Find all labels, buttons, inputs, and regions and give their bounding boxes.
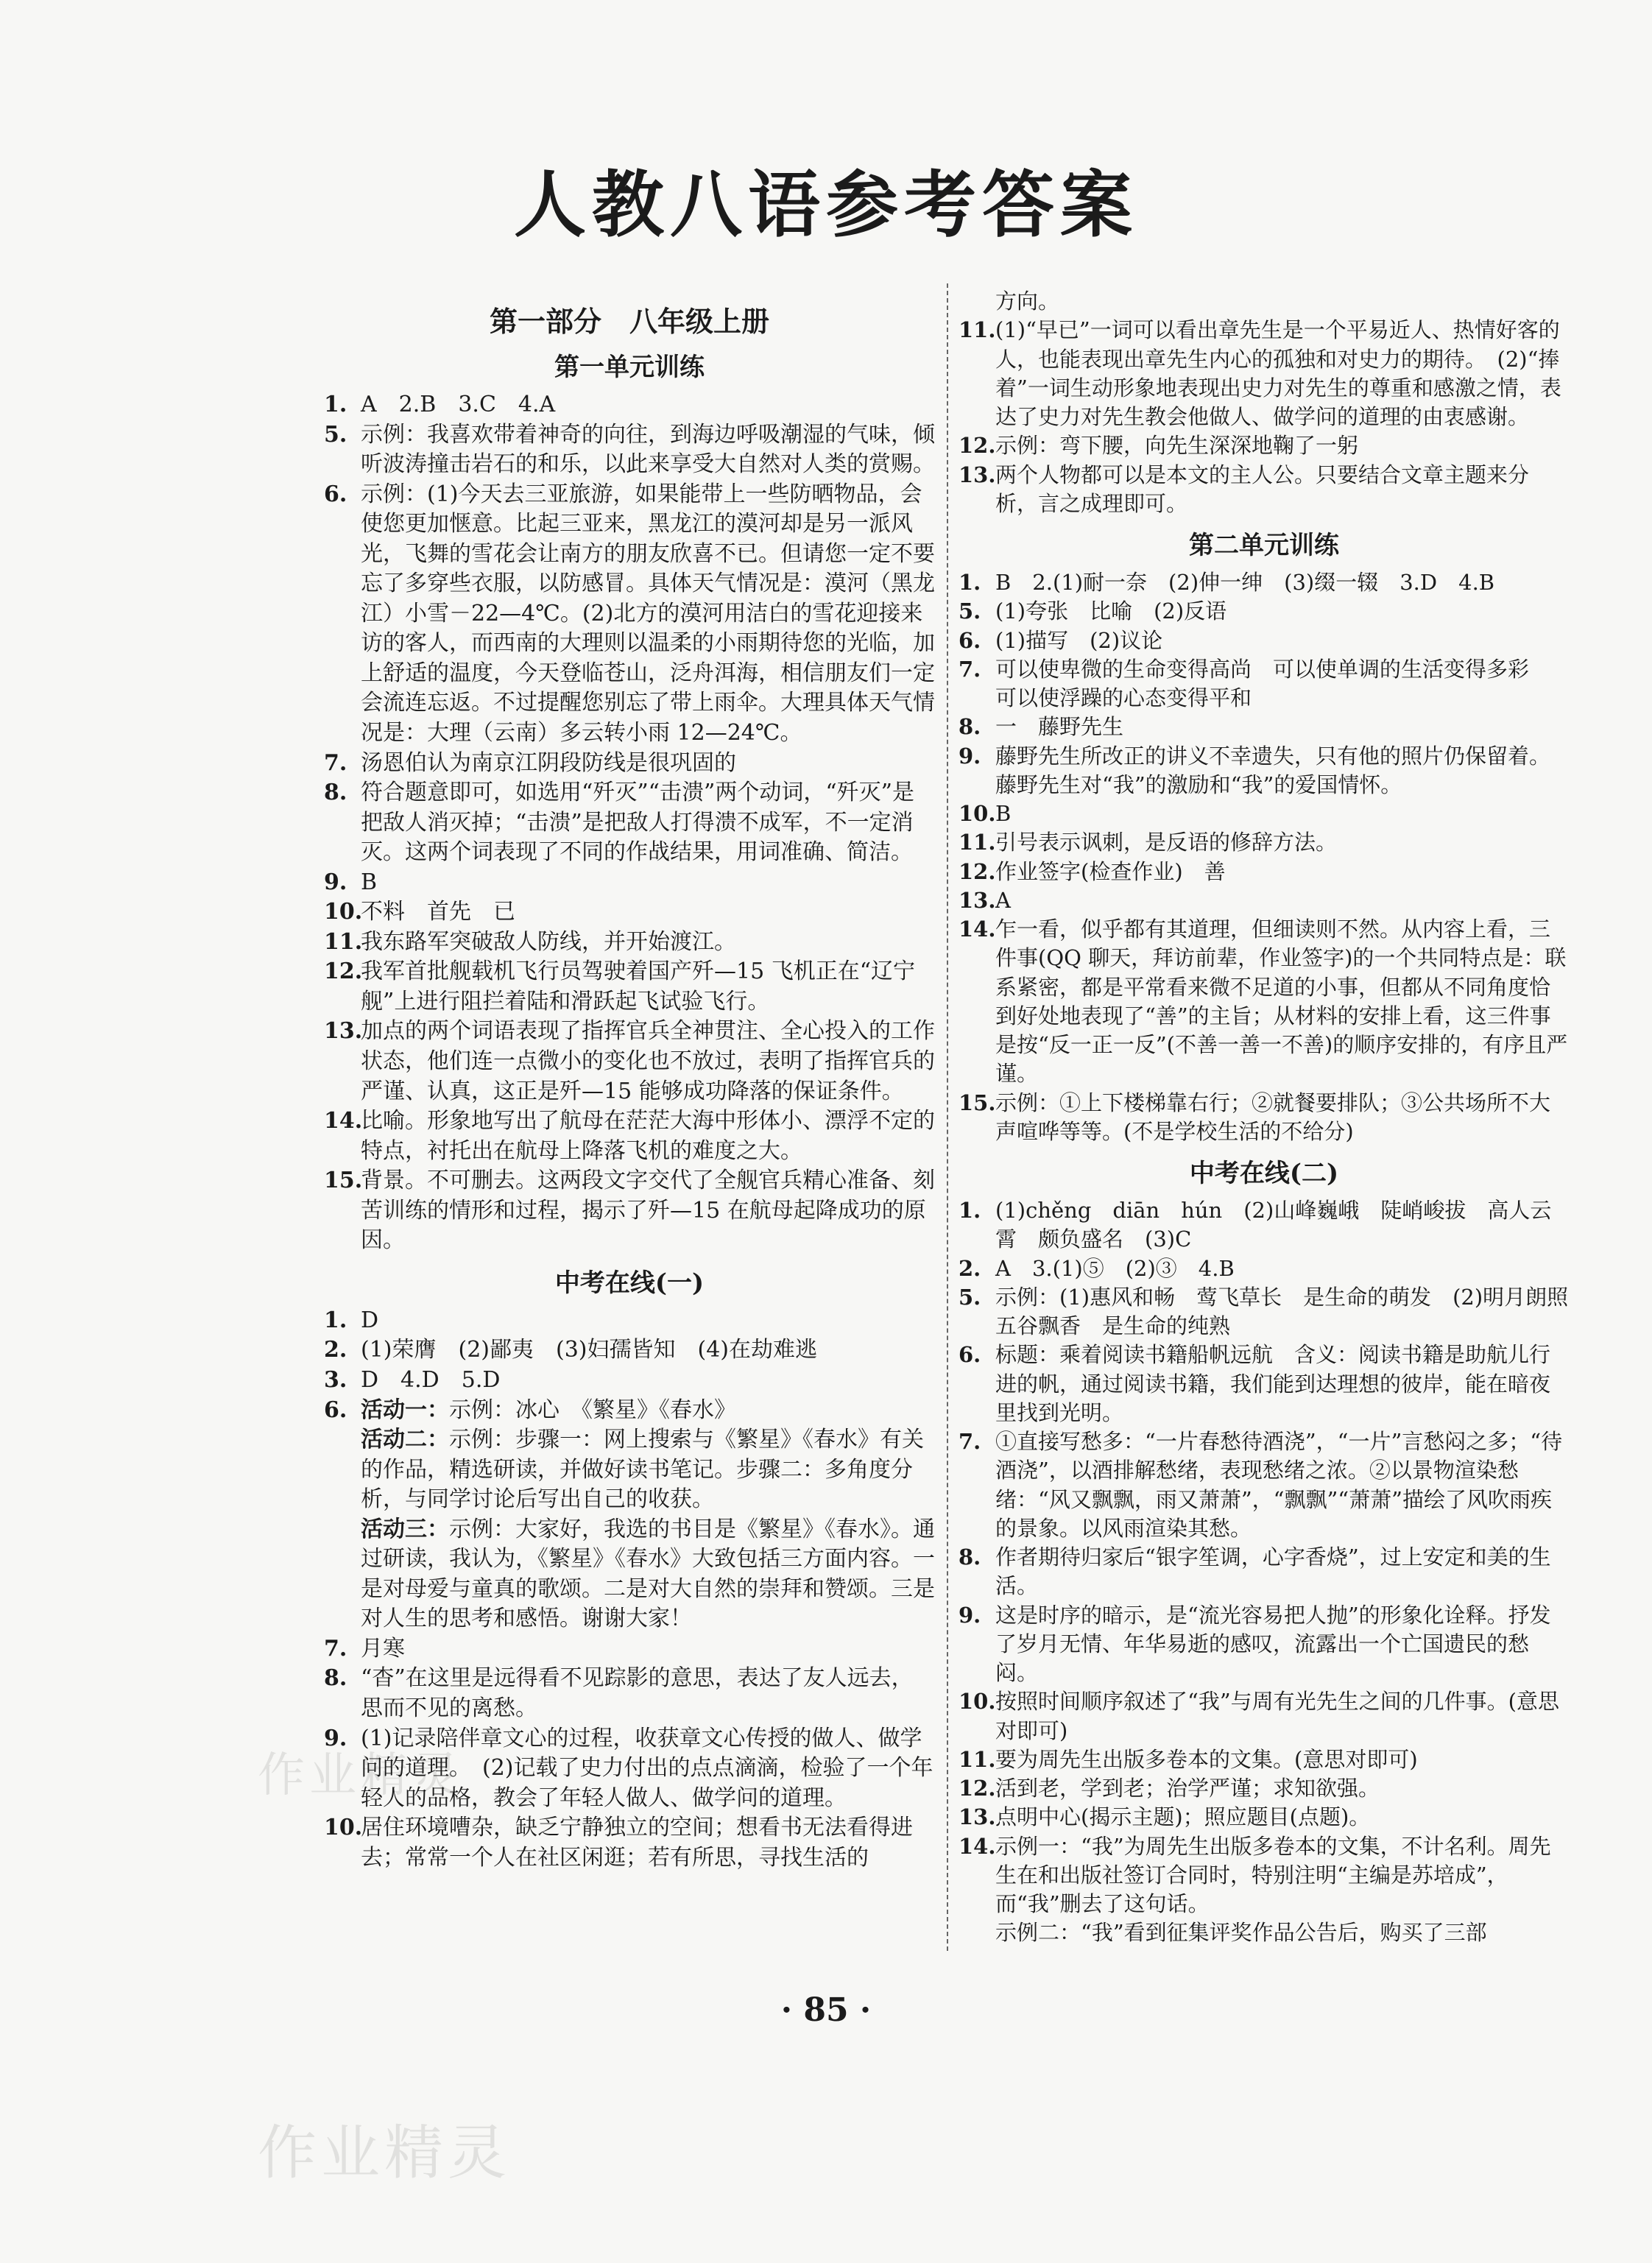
answer-number: 8. — [324, 780, 347, 806]
answer-text: 示例二：“我”看到征集评奖作品公告后，购买了三部 — [995, 1920, 1487, 1946]
answer-number: 9. — [324, 869, 347, 895]
answer-item — [959, 1687, 1570, 1745]
answer-text: 汤恩伯认为南京江阴段防线是很巩固的 — [361, 749, 736, 776]
answer-number: 9. — [324, 1725, 347, 1751]
page-title: 人教八语参考答案 — [513, 163, 1138, 247]
answer-text: (1)夸张 比喻 (2)反语 — [995, 599, 1227, 624]
answer-number: 7. — [959, 656, 981, 682]
answer-text: 符合题意即可，如选用“歼灭”“击溃”两个动词，“歼灭”是把敌人消灭掉；“击溃”是把敌人打得溃不成军，不一定消灭。这两个词表现了不同的作战结果，用词准确、简洁。 — [361, 780, 915, 866]
answer-item — [959, 742, 1570, 800]
answer-item — [959, 1832, 1570, 1919]
answer-item — [959, 799, 1570, 828]
answer-item — [959, 1601, 1570, 1688]
answer-number: 14. — [959, 917, 996, 942]
activity-label: 活动一： — [361, 1397, 449, 1423]
answer-text: 按照时间顺序叙述了“我”与周有光先生之间的几件事。(意思对即可) — [995, 1689, 1559, 1743]
answer-item — [324, 957, 935, 1017]
answer-text: B 2.(1)耐一奈 (2)伸一绅 (3)缀一辍 3.D 4.B — [995, 570, 1495, 595]
answer-text: “杳”在这里是远得看不见踪影的意思，表达了友人远去，思而不见的离愁。 — [361, 1665, 914, 1721]
part-heading: 第一部分 八年级上册 — [489, 305, 769, 338]
column-divider — [947, 283, 948, 1951]
answer-item — [324, 1664, 935, 1723]
answer-list-unit1 — [324, 390, 935, 1256]
answer-item — [324, 897, 935, 928]
answer-text: 一 藤野先生 — [995, 714, 1124, 740]
answer-number: 13. — [959, 462, 996, 487]
answer-number: 10. — [959, 801, 996, 826]
answer-item — [959, 1254, 1570, 1283]
answer-text: B — [361, 869, 378, 895]
answer-item — [959, 461, 1570, 519]
answer-item — [959, 915, 1570, 1089]
answer-list-continued — [959, 316, 1570, 518]
answer-text: (1)chěng diān hún (2)山峰巍峨 陡峭峻拔 高人云霄 颇负盛名 (3)C — [995, 1198, 1552, 1252]
answer-item — [324, 1425, 935, 1515]
answer-number: 1. — [959, 1198, 981, 1223]
answer-number: 5. — [959, 1284, 981, 1310]
answer-number: 12. — [959, 433, 996, 459]
answer-number: 10. — [324, 899, 363, 925]
watermark-text: 作业精灵 — [258, 2119, 511, 2187]
answer-text: 示例：(1)惠风和畅 莺飞草长 是生命的萌发 (2)明月朗照 五谷飘香 是生命的纯熟 — [995, 1284, 1590, 1338]
page-number: · 85 · — [780, 1991, 872, 2029]
answer-number: 6. — [959, 627, 981, 653]
answer-number: 9. — [959, 743, 981, 769]
answer-text: 作者期待归家后“银字笙调，心字香烧”，过上安定和美的生活。 — [995, 1544, 1551, 1599]
answer-item — [959, 1089, 1570, 1147]
answer-item — [324, 1634, 935, 1664]
answer-number: 1. — [324, 392, 347, 417]
answer-text: ①直接写愁多：“一片春愁待酒浇”，“一片”言愁闷之多；“待酒浇”，以酒排解愁绪，表现愁绪之浓。②以景物渲染愁绪：“风又飘飘，雨又萧萧”，“飘飘”“萧萧”描绘了风吹雨疾的景象。以风雨渲染其愁。 — [995, 1429, 1563, 1541]
answer-number: 12. — [959, 1776, 996, 1801]
answer-item — [324, 928, 935, 958]
answer-item — [324, 1335, 935, 1366]
answer-number: 14. — [959, 1833, 996, 1859]
answer-text: (1)“早已”一词可以看出章先生是一个平易近人、热情好客的人，也能表现出章先生内心的孤独和对史力的期待。 (2)“捧着”一词生动形象地表现出史力对先生的尊重和感激之情，表达了史力对先生教会他做人、做学问的道理的由衷感谢。 — [995, 317, 1561, 429]
answer-item — [959, 1543, 1570, 1601]
answer-text: 比喻。形象地写出了航母在茫茫大海中形体小、漂浮不定的特点，衬托出在航母上降落飞机的难度之大。 — [361, 1108, 935, 1164]
answer-item — [324, 1515, 935, 1634]
answer-item — [324, 1017, 935, 1106]
answer-text: A 2.B 3.C 4.A — [361, 392, 556, 417]
answer-item — [324, 1306, 935, 1336]
watermark-text: 作业精灵 — [258, 1748, 464, 1803]
answer-item — [959, 316, 1570, 431]
answer-number: 5. — [959, 599, 981, 624]
answer-text: D 4.D 5.D — [361, 1366, 501, 1393]
answer-text: 我东路军突破敌人防线，并开始渡江。 — [361, 928, 736, 955]
activity-label: 活动三： — [361, 1516, 449, 1542]
answer-item — [959, 431, 1570, 460]
answer-text: 活到老，学到老；治学严谨；求知欲强。 — [995, 1776, 1380, 1801]
answer-item — [324, 868, 935, 898]
answer-text: 示例：弯下腰，向先生深深地鞠了一躬 — [995, 433, 1359, 459]
answer-number: 10. — [959, 1689, 996, 1715]
section-heading-zk2: 中考在线(二) — [1189, 1159, 1339, 1188]
answer-item — [959, 886, 1570, 915]
answer-number: 11. — [959, 1746, 996, 1772]
answer-text: 示例：步骤一：网上搜索与《繁星》《春水》有关的作品，精选研读，并做好读书笔记。步骤二：多角度分析，与同学讨论后写出自己的收获。 — [361, 1427, 924, 1513]
answer-item — [324, 420, 935, 480]
answer-text: A — [995, 887, 1011, 913]
continued-text: 方向。 — [995, 289, 1060, 314]
answer-item — [324, 1396, 935, 1426]
answer-text: (1)荣膺 (2)鄙夷 (3)妇孺皆知 (4)在劫难逃 — [361, 1337, 817, 1363]
answer-number: 2. — [324, 1337, 347, 1363]
answer-text: 乍一看，似乎都有其道理，但细读则不然。从内容上看，三件事(QQ 聊天，拜访前辈，作业签字)的一个共同特点是：联系紧密，都是平常看来微不足道的小事，但都从不同角度恰到好处地表现了“善”的主旨；从材料的安排上看，这三件事是按“反一正一反”(不善一善一不善)的顺序安排的，有序且严谨。 — [995, 917, 1568, 1087]
answer-item — [324, 480, 935, 749]
answer-number: 13. — [324, 1018, 363, 1045]
answer-item — [959, 626, 1570, 655]
answer-number: 14. — [324, 1108, 363, 1134]
answer-item — [324, 1106, 935, 1166]
answer-text: 示例：冰心 《繁星》《春水》 — [449, 1397, 736, 1423]
answer-number: 2. — [959, 1255, 981, 1281]
answer-item — [324, 1366, 935, 1396]
answer-item — [959, 713, 1570, 741]
answer-item — [959, 597, 1570, 626]
answer-item — [324, 778, 935, 868]
answer-number: 8. — [959, 1544, 981, 1570]
answer-text: 我军首批舰载机飞行员驾驶着国产歼—15 飞机正在“辽宁舰”上进行阻拦着陆和滑跃起飞试验飞行。 — [361, 958, 916, 1014]
answer-item — [324, 1166, 935, 1256]
answer-number: 13. — [959, 887, 996, 913]
answer-number: 11. — [324, 928, 363, 955]
answer-number: 9. — [959, 1602, 981, 1628]
answer-list-zk2 — [959, 1196, 1590, 1948]
answer-text: 背景。不可删去。这两段文字交代了全舰官兵精心准备、刻苦训练的情形和过程，揭示了歼—15 在航母起降成功的原因。 — [361, 1168, 935, 1254]
answer-item — [959, 1196, 1570, 1254]
answer-text: B — [995, 801, 1012, 826]
answer-number: 6. — [324, 481, 347, 507]
answer-number: 7. — [324, 749, 347, 776]
answer-text: 这是时序的暗示，是“流光容易把人抛”的形象化诠释。抒发了岁月无情、年华易逝的感叹，流露出一个亡国遗民的愁闷。 — [995, 1602, 1551, 1685]
answer-text: 示例：我喜欢带着神奇的向往，到海边呼吸潮湿的气味，倾听波涛撞击岩石的和乐，以此来享受大自然对人类的赏赐。 — [361, 421, 935, 478]
answer-text: 示例：①上下楼梯靠右行；②就餐要排队；③公共场所不大声喧哗等等。(不是学校生活的不给分) — [995, 1090, 1551, 1144]
answer-number: 8. — [324, 1665, 347, 1692]
answer-text: 示例：(1)今天去三亚旅游，如果能带上一些防晒物品，会使您更加惬意。比起三亚来，黑龙江的漠河却是另一派风光，飞舞的雪花会让南方的朋友欣喜不已。但请您一定不要忘了多穿些衣服，以防感冒。具体天气情况是：漠河（黑龙江）小雪－22—4℃。(2)北方的漠河用洁白的雪花迎接来访的客人，而西南的大理则以温柔的小雨期待您的光临，加上舒适的温度，今天登临苍山，泛舟洱海，相信朋友们一定会流连忘返。不过提醒您别忘了带上雨伞。大理具体天气情况是：大理（云南）多云转小雨 12—24℃。 — [361, 481, 935, 746]
answer-item — [959, 1918, 1570, 1947]
answer-text: (1)描写 (2)议论 — [995, 627, 1163, 653]
answer-number: 12. — [324, 958, 363, 985]
answer-number: 12. — [959, 858, 996, 884]
answer-item — [959, 1745, 1570, 1774]
answer-text: 月寒 — [361, 1635, 405, 1662]
answer-number: 6. — [324, 1397, 347, 1423]
answer-item — [959, 568, 1570, 597]
answer-text: 引号表示讽刺，是反语的修辞方法。 — [995, 830, 1338, 855]
answer-item — [324, 749, 935, 779]
answer-text: D — [361, 1307, 379, 1333]
section-heading-unit1: 第一单元训练 — [554, 353, 705, 382]
answer-item — [959, 1341, 1570, 1427]
answer-text: 作业签字(检查作业) 善 — [995, 858, 1226, 884]
answer-text: 标题：乘着阅读书籍船帆远航 含义：阅读书籍是助航儿行进的帆，通过阅读书籍，我们能到达理想的彼岸，能在暗夜里找到光明。 — [995, 1342, 1551, 1425]
answer-number: 15. — [324, 1168, 363, 1194]
answer-text: 可以使卑微的生命变得高尚 可以使单调的生活变得多彩 可以使浮躁的心态变得平和 — [995, 656, 1551, 710]
answer-text: 藤野先生所改正的讲义不幸遗失，只有他的照片仍保留着。 藤野先生对“我”的激励和“我”的爱国情怀。 — [995, 743, 1561, 797]
answer-item — [959, 1283, 1590, 1341]
answer-number: 13. — [959, 1804, 996, 1830]
answer-item — [959, 655, 1570, 713]
answer-text: 不料 首先 已 — [361, 899, 515, 925]
answer-text: A 3.(1)⑤ (2)③ 4.B — [995, 1255, 1235, 1281]
answer-item — [324, 1813, 935, 1873]
answer-number: 11. — [959, 317, 996, 343]
answer-item — [959, 828, 1570, 857]
answer-item — [324, 390, 935, 420]
answer-item — [959, 1427, 1570, 1543]
answer-text: 居住环境嘈杂，缺乏宁静独立的空间；想看书无法看得进去；常常一个人在社区闲逛；若有所思，寻找生活的 — [361, 1815, 913, 1871]
answer-item — [959, 858, 1570, 886]
answer-number: 1. — [959, 570, 981, 595]
answer-number: 6. — [959, 1342, 981, 1368]
left-column — [324, 287, 935, 1873]
answer-number: 1. — [324, 1307, 347, 1333]
answer-text: 示例：大家好，我选的书目是《繁星》《春水》。通过研读，我认为，《繁星》《春水》大致包括三方面内容。一是对母爱与童真的歌颂。二是对大自然的崇拜和赞颂。三是对人生的思考和感悟。谢谢大家！ — [361, 1516, 935, 1632]
activity-label: 活动二： — [361, 1427, 449, 1453]
answer-text: (1)记录陪伴章文心的过程，收获章文心传授的做人、做学问的道理。 (2)记载了史力付出的点点滴滴，检验了一个年轻人的品格，教会了年轻人做人、做学问的道理。 — [361, 1725, 933, 1811]
answer-number: 15. — [959, 1090, 996, 1115]
answer-item — [959, 1803, 1570, 1832]
section-heading-unit2: 第二单元训练 — [1189, 531, 1339, 560]
answer-text: 示例一：“我”为周先生出版多卷本的文集，不计名利。周先生在和出版社签订合同时，特别注明“主编是苏培成”，而“我”删去了这句话。 — [995, 1833, 1551, 1916]
answer-number: 10. — [324, 1815, 363, 1841]
answer-number: 5. — [324, 421, 347, 448]
answer-text: 加点的两个词语表现了指挥官兵全神贯注、全心投入的工作状态，他们连一点微小的变化也不放过，表明了指挥官兵的严谨、认真，这正是歼—15 能够成功降落的保证条件。 — [361, 1018, 935, 1104]
section-heading-zk1: 中考在线(一) — [554, 1268, 705, 1298]
answer-text: 点明中心(揭示主题)；照应题目(点题)。 — [995, 1804, 1371, 1830]
answer-number: 11. — [959, 830, 996, 855]
answer-item — [959, 1774, 1570, 1803]
answer-number: 7. — [324, 1635, 347, 1662]
answer-list-unit2 — [959, 568, 1570, 1146]
answer-number: 7. — [959, 1429, 981, 1454]
answer-text: 两个人物都可以是本文的主人公。只要结合文章主题来分析，言之成理即可。 — [995, 462, 1530, 516]
right-column — [959, 287, 1590, 1948]
answer-number: 8. — [959, 714, 981, 740]
answer-number: 3. — [324, 1366, 347, 1393]
answer-text: 要为周先生出版多卷本的文集。(意思对即可) — [995, 1746, 1418, 1772]
